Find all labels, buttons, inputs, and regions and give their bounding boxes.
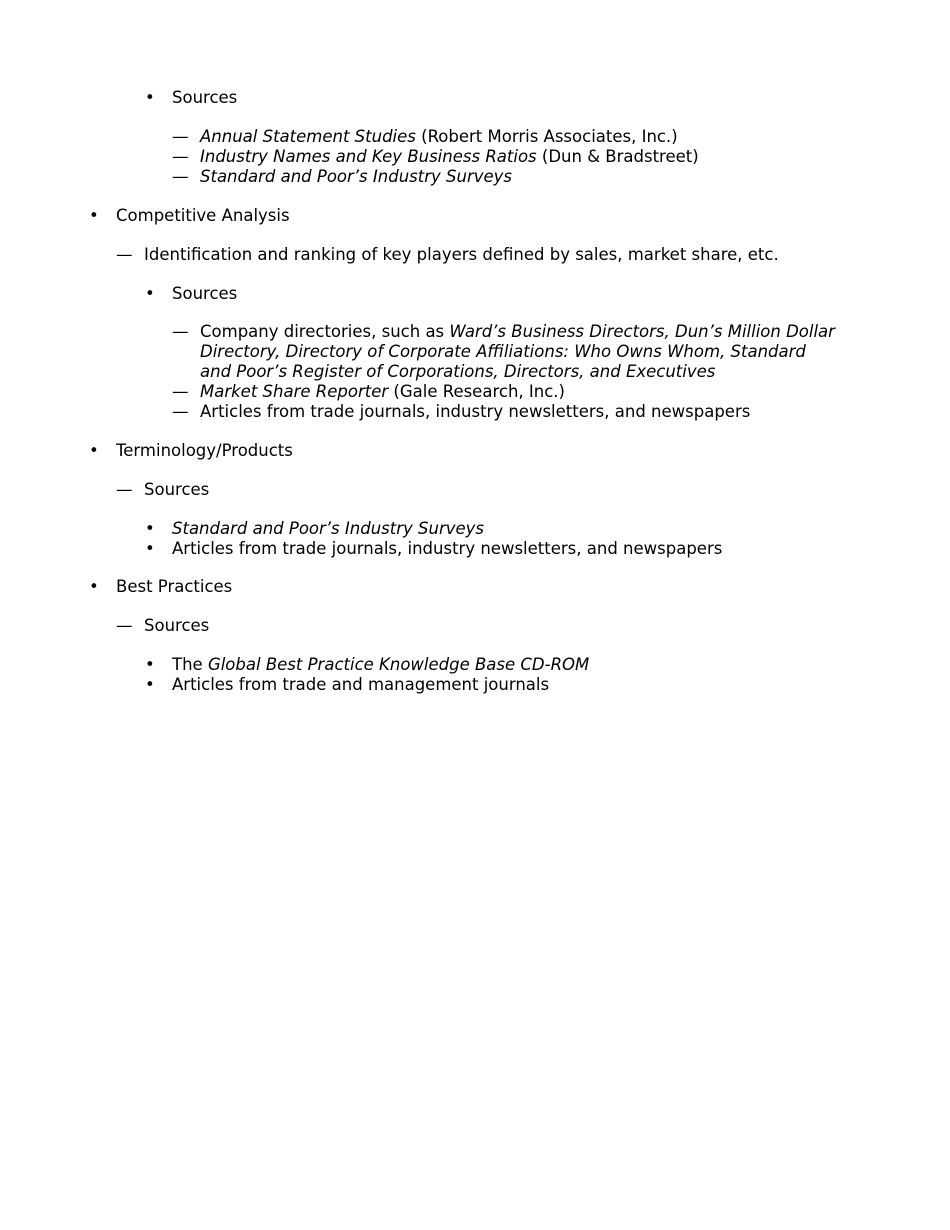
competitive-analysis-label: Competitive Analysis <box>116 206 290 225</box>
competitive-source-item-2-text: Market Share Reporter (Gale Research, Inc.) <box>200 382 565 401</box>
bullet-marker: • <box>145 655 155 674</box>
bullet-marker: • <box>145 675 155 694</box>
competitive-source-item-3-text: Articles from trade journals, industry newsletters, and newspapers <box>200 402 751 421</box>
bullet-marker: • <box>89 441 99 460</box>
bullet-marker: • <box>145 284 155 303</box>
best-practices-source-item-2-text: Articles from trade and management journals <box>172 675 550 694</box>
competitive-source-item-1-line2: Directory, Directory of Corporate Affiliations: Who Owns Whom, Standard <box>200 342 806 361</box>
bullet-marker: • <box>89 577 99 596</box>
dash-marker: — <box>116 245 133 264</box>
best-practices-source-item-1-text: The Global Best Practice Knowledge Base CD-ROM <box>172 655 590 674</box>
competitive-source-item-1-line1: Company directories, such as Ward’s Business Directors, Dun’s Million Dollar <box>200 322 835 341</box>
dash-marker: — <box>116 480 133 499</box>
competitive-sources-label: Sources <box>172 284 238 303</box>
terminology-source-item-2-text: Articles from trade journals, industry newsletters, and newspapers <box>172 539 723 558</box>
dash-marker: — <box>172 167 189 186</box>
competitive-source-item-1-line3: and Poor’s Register of Corporations, Directors, and Executives <box>200 362 716 381</box>
dash-marker: — <box>172 127 189 146</box>
dash-marker: — <box>116 616 133 635</box>
top-source-item-2-text: Industry Names and Key Business Ratios (Dun & Bradstreet) <box>200 147 699 166</box>
bullet-marker: • <box>145 88 155 107</box>
dash-marker: — <box>172 322 189 341</box>
bullet-marker: • <box>145 519 155 538</box>
best-practices-sources-label: Sources <box>144 616 210 635</box>
competitive-sub-text: Identification and ranking of key players defined by sales, market share, etc. <box>144 245 779 264</box>
bullet-marker: • <box>145 539 155 558</box>
top-source-item-1-text: Annual Statement Studies (Robert Morris Associates, Inc.) <box>200 127 678 146</box>
bullet-marker: • <box>89 206 99 225</box>
terminology-sources-label: Sources <box>144 480 210 499</box>
dash-marker: — <box>172 382 189 401</box>
dash-marker: — <box>172 402 189 421</box>
top-source-item-3-text: Standard and Poor’s Industry Surveys <box>200 167 513 186</box>
top-sources-label: Sources <box>172 88 238 107</box>
best-practices-label: Best Practices <box>116 577 233 596</box>
terminology-label: Terminology/Products <box>116 441 293 460</box>
dash-marker: — <box>172 147 189 166</box>
terminology-source-item-1-text: Standard and Poor’s Industry Surveys <box>172 519 485 538</box>
